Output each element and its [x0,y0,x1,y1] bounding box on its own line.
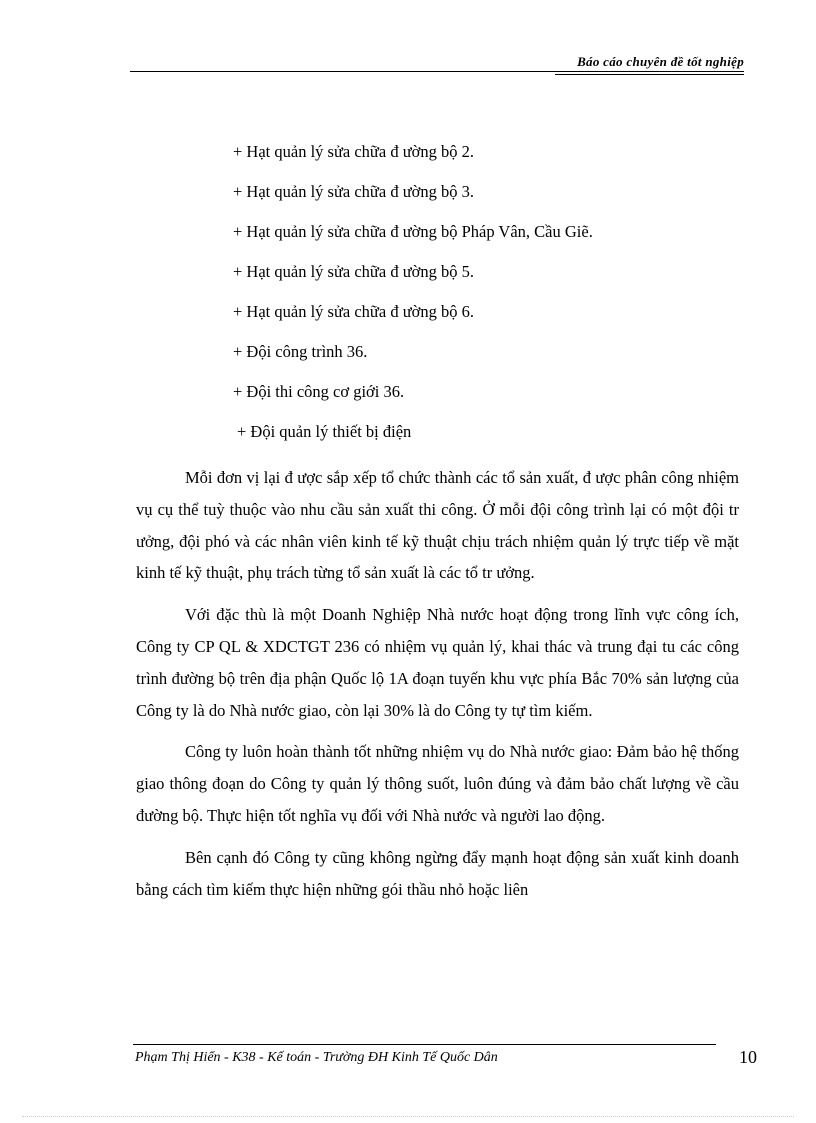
header-title: Báo cáo chuyên đề tốt nghiệp [577,54,744,69]
paragraph: Bên cạnh đó Công ty cũng không ngừng đẩy mạnh hoạt động sản xuất kinh doanh bằng cách tìm kiếm thực hiện những gói thầu nhỏ hoặc liên [136,847,739,899]
unit-item: + Hạt quản lý sửa chữa đ ường bộ 2. [233,142,474,161]
unit-list [233,142,593,462]
paragraph: Với đặc thù là một Doanh Nghiệp Nhà nước hoạt động trong lĩnh vực công ích, Công ty CP QL & XDCTGT 236 có nhiệm vụ quản lý, khai thác và trung đại tu các công trình đường bộ trên địa phận Quốc lộ 1A đoạn tuyến khu vực phía Bắc 70% sản lượng của Công ty là do Nhà nước giao, còn lại 30% là do Công ty tự tìm kiếm. [136,605,739,720]
unit-item: + Đội công trình 36. [233,342,368,361]
unit-item: + Hạt quản lý sửa chữa đ ường bộ 5. [233,262,474,281]
paragraph: Mỗi đơn vị lại đ ược sắp xếp tổ chức thành các tổ sản xuất, đ ược phân công nhiệm vụ cụ thể tuỳ thuộc vào nhu cầu sản xuất thi công. Ở mỗi đội công trình lại có một đội tr ưởng, đội phó và các nhân viên kinh tế kỹ thuật chịu trách nhiệm quản lý trực tiếp về mặt kinh tế kỹ thuật, phụ trách từng tổ sản xuất là các tổ tr ưởng. [136,468,739,583]
page-edge [22,1116,794,1117]
footer-rule [133,1044,716,1045]
header-rule [130,71,744,72]
body-text [136,462,739,915]
unit-item: + Hạt quản lý sửa chữa đ ường bộ 6. [233,302,474,321]
paragraph: Công ty luôn hoàn thành tốt những nhiệm vụ do Nhà nước giao: Đảm bảo hệ thống giao thông đoạn do Công ty quản lý thông suốt, luôn đúng và đảm bảo chất lượng về cầu đường bộ. Thực hiện tốt nghĩa vụ đối với Nhà nước và người lao động. [136,742,739,825]
header-rule-underline [555,74,744,75]
unit-item: + Đội quản lý thiết bị điện [237,422,412,441]
unit-item: + Hạt quản lý sửa chữa đ ường bộ Pháp Vân, Cầu Giẽ. [233,222,593,241]
page-number: 10 [739,1047,757,1067]
footer-text: Phạm Thị Hiển - K38 - Kế toán - Trường ĐH Kinh Tế Quốc Dân [135,1050,498,1065]
unit-item: + Đội thi công cơ giới 36. [233,382,405,401]
unit-item: + Hạt quản lý sửa chữa đ ường bộ 3. [233,182,474,201]
